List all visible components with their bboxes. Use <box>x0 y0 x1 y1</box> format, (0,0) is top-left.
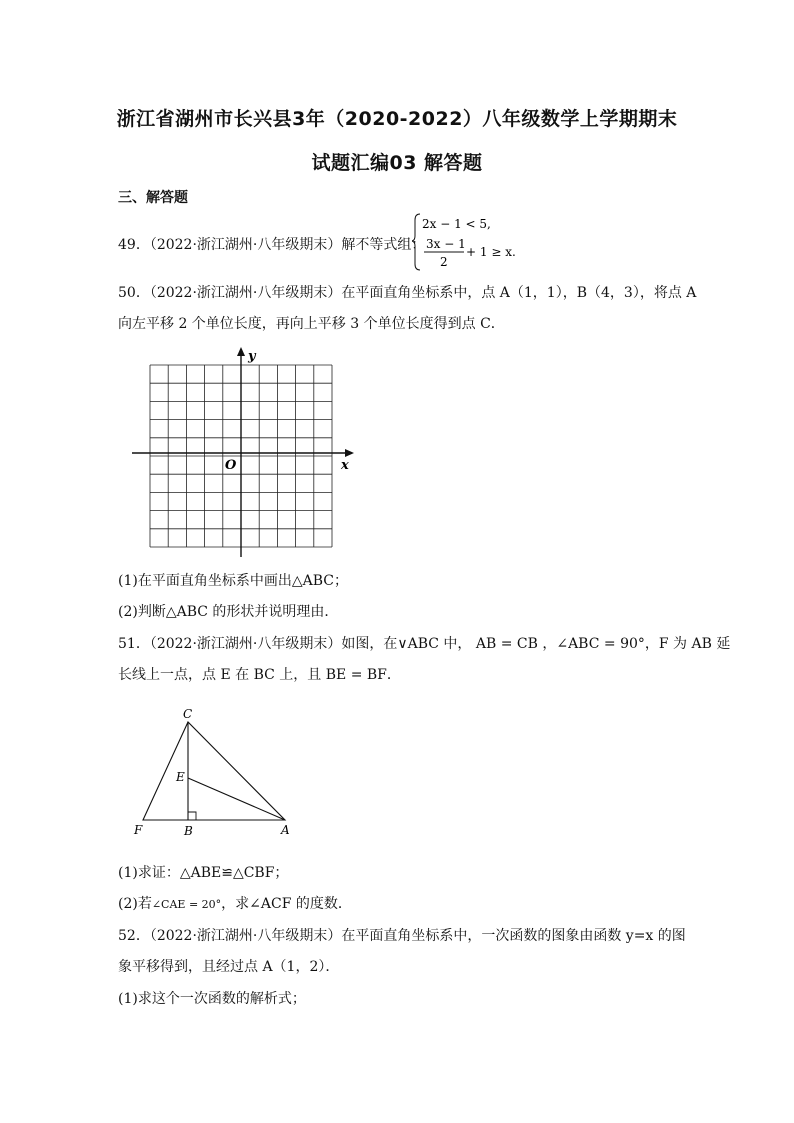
label-a: A <box>281 823 290 837</box>
q50-line1: 50．（2022·浙江湖州·八年级期末）在平面直角坐标系中，点 A（1，1），B（4，3），将点 A <box>118 285 697 301</box>
q49-frac-den: 2 <box>440 255 448 269</box>
coordinate-grid-figure <box>130 345 360 557</box>
y-axis-label: y <box>248 349 256 364</box>
triangle-fca <box>143 722 285 820</box>
x-axis-label: x <box>341 458 349 473</box>
label-b: B <box>184 824 193 838</box>
q50-sub2: (2)判断△ABC 的形状并说明理由． <box>118 604 339 620</box>
q51-sub2-angle: ∠CAE = 20° <box>151 898 222 911</box>
q51-sub1: (1)求证：△ABE≌△CBF； <box>118 865 289 881</box>
triangle-figure <box>128 704 298 840</box>
q49-ineq1: 2x − 1 < 5, <box>422 217 491 231</box>
q51-line2: 长线上一点，点 E 在 BC 上，且 BE = BF． <box>118 667 401 683</box>
q49-text: 49．（2022·浙江湖州·八年级期末）解不等式组： <box>118 237 426 253</box>
q52-line2: 象平移得到，且经过点 A（1，2）． <box>118 959 340 975</box>
q52-sub1: (1)求这个一次函数的解析式； <box>118 991 306 1007</box>
origin-label: O <box>225 458 237 473</box>
q51-line1: 51．（2022·浙江湖州·八年级期末）如图，在∨ABC 中， AB = CB ，∠ABC = 90°，F 为 AB 延 <box>118 636 731 652</box>
x-axis-arrow-icon <box>345 449 354 457</box>
q50-sub1: (1)在平面直角坐标系中画出△ABC； <box>118 573 348 589</box>
title-line-1: 浙江省湖州市长兴县3年（2020-2022）八年级数学上学期期末 <box>116 108 678 130</box>
q51-sub2-prefix: (2)若 <box>118 896 152 912</box>
q50-line2: 向左平移 2 个单位长度，再向上平移 3 个单位长度得到点 C． <box>118 316 505 332</box>
segment-ea <box>188 778 285 820</box>
q49-inequality-system <box>412 210 522 272</box>
q51-sub2-suffix: ，求∠ACF 的度数． <box>221 896 352 912</box>
system-brace <box>412 214 420 270</box>
q49-frac-num: 3x − 1 <box>426 237 466 251</box>
label-c: C <box>183 707 193 721</box>
right-angle-mark <box>188 812 196 820</box>
y-axis-arrow-icon <box>237 347 245 356</box>
q52-line1: 52．（2022·浙江湖州·八年级期末）在平面直角坐标系中，一次函数的图象由函数 y=x 的图 <box>118 928 686 944</box>
section-heading: 三、解答题 <box>118 190 188 206</box>
label-f: F <box>134 823 143 837</box>
q51-sub2 <box>118 893 352 913</box>
q49-ineq2-rest: + 1 ≥ x. <box>466 245 516 259</box>
label-e: E <box>176 770 185 784</box>
title-line-2: 试题汇编03 解答题 <box>311 152 483 174</box>
